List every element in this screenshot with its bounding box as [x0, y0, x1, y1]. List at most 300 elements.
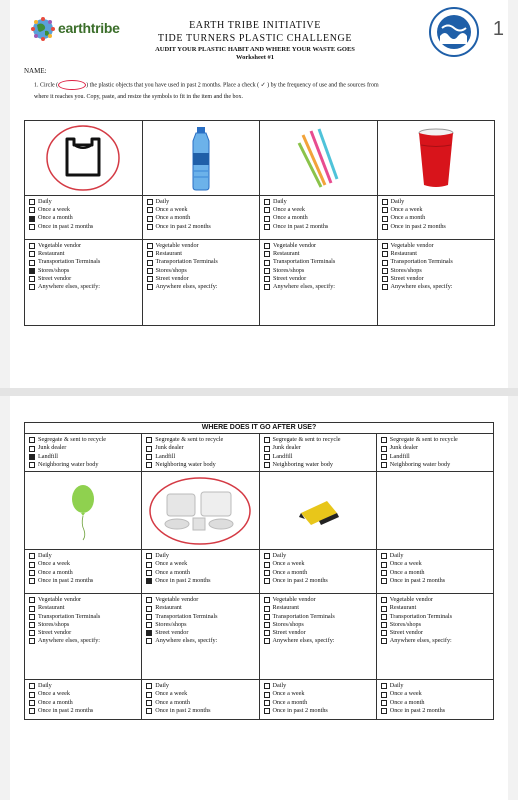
checkbox-icon[interactable]	[147, 276, 153, 282]
checkbox-icon[interactable]	[381, 700, 387, 706]
destination-option[interactable]	[381, 436, 489, 444]
item-cell-plastic-bag[interactable]	[25, 121, 143, 196]
checkbox-icon[interactable]	[146, 622, 152, 628]
source-option[interactable]	[146, 613, 254, 621]
checkbox-icon[interactable]	[147, 284, 153, 290]
checkbox-icon[interactable]	[264, 268, 270, 274]
option-label: Street vendor	[155, 629, 189, 637]
instructions-part2: ) the plastic objects that you have used in past 2 months. Place a check ( ✓ ) by the frequency of use and the sources from	[86, 82, 379, 89]
option-label: Transportation Terminals	[155, 612, 218, 620]
checkbox-icon[interactable]	[29, 553, 35, 559]
checkbox-icon[interactable]	[381, 708, 387, 714]
frequency-option[interactable]	[382, 198, 491, 206]
option-label: Segregate & sent to recycle	[272, 436, 341, 444]
checkbox-icon[interactable]	[146, 454, 152, 460]
page-separator	[0, 388, 518, 396]
frequency-option[interactable]	[29, 206, 138, 214]
checkbox-icon[interactable]	[29, 578, 35, 584]
disposable-tableware-icon	[147, 476, 253, 546]
source-option[interactable]	[147, 242, 256, 250]
checkbox-icon[interactable]	[29, 260, 35, 266]
checkbox-icon[interactable]	[381, 570, 387, 576]
checkbox-icon[interactable]	[146, 700, 152, 706]
checkbox-icon[interactable]	[29, 268, 35, 274]
checkbox-icon[interactable]	[382, 207, 388, 213]
frequency-option[interactable]	[29, 552, 137, 560]
source-option[interactable]	[264, 267, 373, 275]
frequency-cell-1	[25, 196, 143, 240]
destination-option[interactable]	[29, 461, 137, 469]
checkbox-icon[interactable]	[146, 446, 152, 452]
checkbox-icon[interactable]	[146, 437, 152, 443]
instructions-part1: 1. Circle (	[34, 82, 59, 89]
checkbox-icon[interactable]	[147, 224, 153, 230]
checkbox-icon[interactable]	[146, 692, 152, 698]
checkbox-icon[interactable]	[381, 683, 387, 689]
checkbox-icon[interactable]	[147, 268, 153, 274]
checkbox-icon[interactable]	[147, 199, 153, 205]
option-label: Once a week	[390, 206, 423, 214]
checkbox-icon[interactable]	[147, 260, 153, 266]
checkbox-icon[interactable]	[264, 243, 270, 249]
frequency-option[interactable]	[264, 707, 372, 715]
item-cell-red-cup[interactable]	[377, 121, 495, 196]
checkbox-icon[interactable]	[381, 638, 387, 644]
checkbox-icon[interactable]	[264, 437, 270, 443]
logo-text: earthtribe	[58, 20, 120, 36]
source-option[interactable]	[264, 621, 372, 629]
frequency-option[interactable]	[146, 577, 254, 585]
checkbox-icon[interactable]	[381, 597, 387, 603]
checkbox-icon[interactable]	[29, 224, 35, 230]
checkbox-icon[interactable]	[264, 606, 270, 612]
frequency-option[interactable]	[29, 682, 137, 690]
frequency-cell-4	[376, 680, 493, 720]
frequency-option[interactable]	[29, 707, 137, 715]
frequency-option[interactable]	[382, 214, 491, 222]
option-label: Vegetable vendor	[38, 242, 82, 249]
source-option[interactable]	[29, 250, 138, 258]
frequency-option[interactable]	[29, 198, 138, 206]
checkbox-icon[interactable]	[29, 207, 35, 213]
checkbox-icon[interactable]	[381, 437, 387, 443]
checkbox-icon[interactable]	[264, 462, 270, 468]
source-option[interactable]	[146, 629, 254, 637]
frequency-option[interactable]	[146, 569, 254, 577]
frequency-option[interactable]	[264, 699, 372, 707]
option-label: Once a week	[155, 560, 188, 568]
checkbox-icon[interactable]	[146, 578, 152, 584]
frequency-row	[25, 196, 495, 240]
option-label: Vegetable vendor	[155, 596, 199, 604]
checkbox-icon[interactable]	[382, 216, 388, 222]
option-label: Segregate & sent to recycle	[389, 436, 458, 444]
checkbox-icon[interactable]	[264, 578, 270, 584]
option-label: Stores/shops	[155, 620, 187, 628]
checkbox-icon[interactable]	[264, 614, 270, 620]
source-option[interactable]	[382, 242, 491, 250]
source-option[interactable]	[382, 250, 491, 258]
checkbox-icon[interactable]	[29, 216, 35, 222]
option-label: Once a week	[38, 690, 70, 698]
checkbox-icon[interactable]	[381, 606, 387, 612]
frequency-option[interactable]	[381, 682, 489, 690]
worksheet-number: Worksheet #1	[235, 54, 275, 61]
checkbox-icon[interactable]	[264, 199, 270, 205]
frequency-option[interactable]	[264, 577, 372, 585]
frequency-option[interactable]	[146, 707, 254, 715]
source-option[interactable]	[29, 613, 137, 621]
source-option[interactable]	[146, 637, 254, 645]
source-option[interactable]	[29, 637, 137, 645]
option-label: Once a month	[273, 214, 308, 222]
checkbox-icon[interactable]	[264, 224, 270, 230]
source-option[interactable]	[29, 275, 138, 283]
source-option[interactable]	[264, 250, 373, 258]
checkbox-icon[interactable]	[264, 276, 270, 282]
source-option[interactable]	[264, 283, 373, 291]
frequency-option[interactable]	[146, 699, 254, 707]
frequency-option[interactable]	[382, 206, 491, 214]
frequency-option[interactable]	[29, 577, 137, 585]
source-option[interactable]	[29, 283, 138, 291]
checkbox-icon[interactable]	[29, 562, 35, 568]
frequency-option[interactable]	[29, 214, 138, 222]
checkbox-icon[interactable]	[264, 692, 270, 698]
frequency-option[interactable]	[147, 206, 256, 214]
destination-cell-4	[376, 434, 493, 472]
checkbox-icon[interactable]	[29, 597, 35, 603]
checkbox-icon[interactable]	[264, 284, 270, 290]
option-label: Junk dealer	[272, 444, 301, 452]
source-cell-2	[142, 594, 259, 680]
frequency-option[interactable]	[381, 699, 489, 707]
frequency-option[interactable]	[264, 690, 372, 698]
item-cell-water-bottle[interactable]	[142, 121, 260, 196]
option-label: Once a week	[273, 206, 305, 214]
checkbox-icon[interactable]	[264, 570, 270, 576]
checkbox-icon[interactable]	[264, 454, 270, 460]
frequency-option[interactable]	[146, 560, 254, 568]
checkbox-icon[interactable]	[29, 606, 35, 612]
source-option[interactable]	[381, 621, 489, 629]
source-cell-4	[376, 594, 493, 680]
name-label: NAME:	[24, 67, 47, 75]
option-label: Once in past 2 months	[390, 222, 446, 230]
checkbox-icon[interactable]	[264, 630, 270, 636]
checkbox-icon[interactable]	[29, 243, 35, 249]
source-option[interactable]	[147, 283, 256, 291]
destination-option[interactable]	[146, 453, 254, 461]
checkbox-icon[interactable]	[146, 597, 152, 603]
checkbox-icon[interactable]	[29, 437, 35, 443]
source-option[interactable]	[264, 596, 372, 604]
source-option[interactable]	[146, 621, 254, 629]
checkbox-icon[interactable]	[381, 614, 387, 620]
checkbox-icon[interactable]	[381, 553, 387, 559]
checkbox-icon[interactable]	[381, 622, 387, 628]
source-option[interactable]	[381, 596, 489, 604]
source-option[interactable]	[264, 637, 372, 645]
red-cup-icon	[414, 123, 458, 193]
checkbox-icon[interactable]	[382, 224, 388, 230]
checkbox-icon[interactable]	[146, 553, 152, 559]
option-label: Transportation Terminals	[389, 612, 453, 620]
checkbox-icon[interactable]	[264, 207, 270, 213]
option-label: Restaurant	[155, 604, 182, 612]
instructions	[34, 80, 489, 103]
source-option[interactable]	[147, 267, 256, 275]
frequency-option[interactable]	[147, 214, 256, 222]
frequency-cell-1	[25, 680, 142, 720]
frequency-option[interactable]	[29, 699, 137, 707]
source-option[interactable]	[264, 275, 373, 283]
frequency-option[interactable]	[381, 690, 489, 698]
item-cell-straws[interactable]	[260, 121, 378, 196]
checkbox-icon[interactable]	[29, 276, 35, 282]
checkbox-icon[interactable]	[264, 683, 270, 689]
destination-option[interactable]	[264, 436, 372, 444]
checkbox-icon[interactable]	[382, 199, 388, 205]
checkbox-icon[interactable]	[381, 630, 387, 636]
water-bottle-icon	[181, 123, 221, 193]
option-label: Junk dealer	[389, 444, 419, 452]
source-option[interactable]	[29, 621, 137, 629]
option-label: Stores/shops	[38, 620, 70, 628]
checkbox-icon[interactable]	[382, 251, 388, 257]
checkbox-icon[interactable]	[146, 562, 152, 568]
source-option[interactable]	[29, 629, 137, 637]
frequency-option[interactable]	[29, 560, 137, 568]
option-label: Once a month	[38, 214, 73, 222]
item-cell-balloon[interactable]	[25, 472, 142, 550]
checkbox-icon[interactable]	[29, 454, 35, 460]
org-title: EARTH TRIBE INITIATIVE	[189, 20, 321, 31]
item-cell-empty[interactable]	[376, 472, 493, 550]
option-label: Vegetable vendor	[390, 242, 434, 249]
frequency-option[interactable]	[146, 690, 254, 698]
checkbox-icon[interactable]	[264, 251, 270, 257]
option-label: Vegetable vendor	[389, 596, 433, 604]
frequency-option[interactable]	[264, 223, 373, 231]
section-title: WHERE DOES IT GO AFTER USE?	[25, 423, 494, 434]
frequency-option[interactable]	[381, 560, 489, 568]
checkbox-icon[interactable]	[146, 570, 152, 576]
frequency-option[interactable]	[146, 552, 254, 560]
source-option[interactable]	[29, 596, 137, 604]
checkbox-icon[interactable]	[382, 243, 388, 249]
frequency-option[interactable]	[29, 223, 138, 231]
option-label: Anywhere elses, specify:	[272, 637, 335, 645]
checkbox-icon[interactable]	[146, 683, 152, 689]
option-label: Transportation Terminals	[273, 258, 336, 266]
option-label: Once a week	[38, 206, 70, 214]
option-label: Daily	[272, 552, 287, 560]
checkbox-icon[interactable]	[381, 692, 387, 698]
option-label: Street vendor	[390, 274, 424, 282]
frequency-row	[25, 680, 494, 720]
checkbox-icon[interactable]	[264, 260, 270, 266]
frequency-option[interactable]	[29, 569, 137, 577]
checkbox-icon[interactable]	[382, 268, 388, 274]
option-label: Transportation Terminals	[272, 612, 335, 620]
checkbox-icon[interactable]	[29, 630, 35, 636]
source-option[interactable]	[264, 258, 373, 266]
option-label: Vegetable vendor	[38, 596, 82, 604]
frequency-option[interactable]	[147, 198, 256, 206]
source-option[interactable]	[29, 267, 138, 275]
frequency-option[interactable]	[29, 690, 137, 698]
checkbox-icon[interactable]	[264, 700, 270, 706]
checkbox-icon[interactable]	[146, 614, 152, 620]
checkbox-icon[interactable]	[382, 284, 388, 290]
destination-option[interactable]	[381, 453, 489, 461]
source-option[interactable]	[264, 604, 372, 612]
audit-table-1	[24, 120, 495, 326]
checkbox-icon[interactable]	[264, 638, 270, 644]
checkbox-icon[interactable]	[146, 462, 152, 468]
destination-option[interactable]	[381, 444, 489, 452]
source-option[interactable]	[381, 637, 489, 645]
source-option[interactable]	[382, 267, 491, 275]
checkbox-icon[interactable]	[146, 630, 152, 636]
source-option[interactable]	[147, 258, 256, 266]
checkbox-icon[interactable]	[146, 638, 152, 644]
option-label: Junk dealer	[38, 444, 67, 452]
checkbox-icon[interactable]	[264, 553, 270, 559]
option-label: Landfill	[389, 452, 410, 460]
checkbox-icon[interactable]	[29, 462, 35, 468]
checkbox-icon[interactable]	[264, 708, 270, 714]
frequency-option[interactable]	[264, 552, 372, 560]
checkbox-icon[interactable]	[264, 622, 270, 628]
option-label: Transportation Terminals	[155, 258, 218, 266]
destination-option[interactable]	[146, 436, 254, 444]
checkbox-icon[interactable]	[382, 260, 388, 266]
frequency-cell-4	[377, 196, 495, 240]
globe-icon	[30, 16, 56, 42]
destination-option[interactable]	[29, 453, 137, 461]
destination-option[interactable]	[146, 461, 254, 469]
source-option[interactable]	[264, 613, 372, 621]
option-label: Once in past 2 months	[155, 576, 211, 584]
checkbox-icon[interactable]	[381, 562, 387, 568]
option-label: Once a week	[155, 690, 188, 698]
option-label: Street vendor	[273, 274, 307, 282]
frequency-option[interactable]	[146, 682, 254, 690]
frequency-option[interactable]	[264, 214, 373, 222]
frequency-option[interactable]	[381, 552, 489, 560]
source-option[interactable]	[382, 258, 491, 266]
checkbox-icon[interactable]	[146, 708, 152, 714]
source-option[interactable]	[147, 250, 256, 258]
source-cell-3	[260, 240, 378, 326]
checkbox-icon[interactable]	[29, 446, 35, 452]
destination-option[interactable]	[29, 436, 137, 444]
frequency-cell-4	[376, 550, 493, 594]
source-option[interactable]	[381, 629, 489, 637]
frequency-option[interactable]	[264, 569, 372, 577]
destination-option[interactable]	[264, 453, 372, 461]
source-option[interactable]	[382, 283, 491, 291]
source-option[interactable]	[29, 242, 138, 250]
checkbox-icon[interactable]	[264, 562, 270, 568]
checkbox-icon[interactable]	[29, 622, 35, 628]
source-option[interactable]	[381, 604, 489, 612]
source-option[interactable]	[29, 258, 138, 266]
checkbox-icon[interactable]	[29, 708, 35, 714]
checkbox-icon[interactable]	[382, 276, 388, 282]
source-option[interactable]	[146, 604, 254, 612]
checkbox-icon[interactable]	[381, 446, 387, 452]
plastic-bag-icon	[43, 123, 123, 193]
audit-table-2	[24, 422, 494, 720]
source-option[interactable]	[146, 596, 254, 604]
frequency-option[interactable]	[147, 223, 256, 231]
frequency-option[interactable]	[264, 682, 372, 690]
checkbox-icon[interactable]	[381, 578, 387, 584]
checkbox-icon[interactable]	[29, 683, 35, 689]
option-label: Anywhere elses, specify:	[273, 283, 336, 291]
option-label: Once a week	[389, 690, 422, 698]
item-cell-disposable-tableware[interactable]	[142, 472, 259, 550]
checkbox-icon[interactable]	[29, 199, 35, 205]
checkbox-icon[interactable]	[29, 570, 35, 576]
option-label: Street vendor	[389, 629, 423, 637]
source-option[interactable]	[29, 604, 137, 612]
checkbox-icon[interactable]	[29, 251, 35, 257]
checkbox-icon[interactable]	[264, 597, 270, 603]
checkbox-icon[interactable]	[29, 638, 35, 644]
checkbox-icon[interactable]	[29, 700, 35, 706]
option-label: Stores/shops	[389, 620, 422, 628]
balloon-icon	[68, 481, 98, 541]
source-option[interactable]	[147, 275, 256, 283]
worksheet-page-2	[10, 396, 508, 800]
checkbox-icon[interactable]	[29, 614, 35, 620]
frequency-option[interactable]	[381, 577, 489, 585]
frequency-cell-2	[142, 550, 259, 594]
frequency-option[interactable]	[381, 707, 489, 715]
checkbox-icon[interactable]	[147, 243, 153, 249]
frequency-option[interactable]	[264, 206, 373, 214]
checkbox-icon[interactable]	[381, 462, 387, 468]
checkbox-icon[interactable]	[147, 216, 153, 222]
destination-option[interactable]	[381, 461, 489, 469]
source-option[interactable]	[381, 613, 489, 621]
destination-option[interactable]	[264, 461, 372, 469]
checkbox-icon[interactable]	[146, 606, 152, 612]
source-option[interactable]	[264, 629, 372, 637]
frequency-option[interactable]	[264, 560, 372, 568]
checkbox-icon[interactable]	[264, 216, 270, 222]
checkbox-icon[interactable]	[29, 692, 35, 698]
checkbox-icon[interactable]	[29, 284, 35, 290]
checkbox-icon[interactable]	[264, 446, 270, 452]
source-option[interactable]	[264, 242, 373, 250]
source-option[interactable]	[382, 275, 491, 283]
frequency-option[interactable]	[381, 569, 489, 577]
destination-option[interactable]	[264, 444, 372, 452]
destination-option[interactable]	[29, 444, 137, 452]
item-cell-snack-wrapper[interactable]	[259, 472, 376, 550]
checkbox-icon[interactable]	[147, 251, 153, 257]
checkbox-icon[interactable]	[381, 454, 387, 460]
checkbox-icon[interactable]	[147, 207, 153, 213]
frequency-option[interactable]	[264, 198, 373, 206]
destination-option[interactable]	[146, 444, 254, 452]
frequency-option[interactable]	[382, 223, 491, 231]
